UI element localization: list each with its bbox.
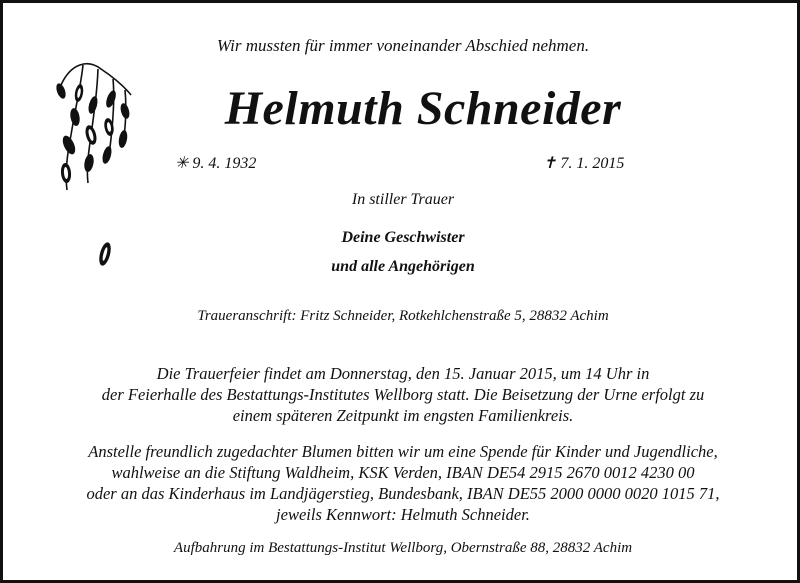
ceremony-line: einem späteren Zeitpunkt im engsten Familienkreis.: [232, 406, 574, 425]
donation-line: oder an das Kinderhaus im Landjägerstieg, Bundesbank, IBAN DE55 2000 0000 0020 1015 71,: [86, 484, 720, 503]
ceremony-line: Die Trauerfeier findet am Donnerstag, den 15. Januar 2015, um 14 Uhr in: [156, 364, 650, 383]
grief-line: In stiller Trauer: [351, 191, 455, 208]
donation-line: Anstelle freundlich zugedachter Blumen bitten wir um eine Spende für Kinder und Jugendliche,: [88, 442, 718, 461]
death-date: ✝ 7. 1. 2015: [543, 155, 625, 172]
intro-line: Wir mussten für immer voneinander Abschied nehmen.: [216, 36, 590, 55]
ceremony-line: der Feierhalle des Bestattungs-Institutes Wellborg statt. Die Beisetzung der Urne erfolgt zu: [101, 385, 705, 404]
deceased-name: Helmuth Schneider: [224, 82, 622, 135]
viewing-line: Aufbahrung im Bestattungs-Institut Wellborg, Obernstraße 88, 28832 Achim: [173, 540, 633, 556]
donation-line: wahlweise an die Stiftung Waldheim, KSK Verden, IBAN DE54 2915 2670 0012 4230 00: [111, 463, 695, 482]
mourners-line: Deine Geschwister: [341, 229, 465, 246]
condolence-address: Traueranschrift: Fritz Schneider, Rotkehlchenstraße 5, 28832 Achim: [197, 308, 609, 324]
donation-paragraph: [3, 441, 800, 525]
ceremony-paragraph: [3, 363, 800, 426]
mourners-line: und alle Angehörigen: [331, 258, 475, 275]
birth-date: ✳ 9. 4. 1932: [175, 155, 257, 172]
donation-line: jeweils Kennwort: Helmuth Schneider.: [276, 505, 530, 524]
